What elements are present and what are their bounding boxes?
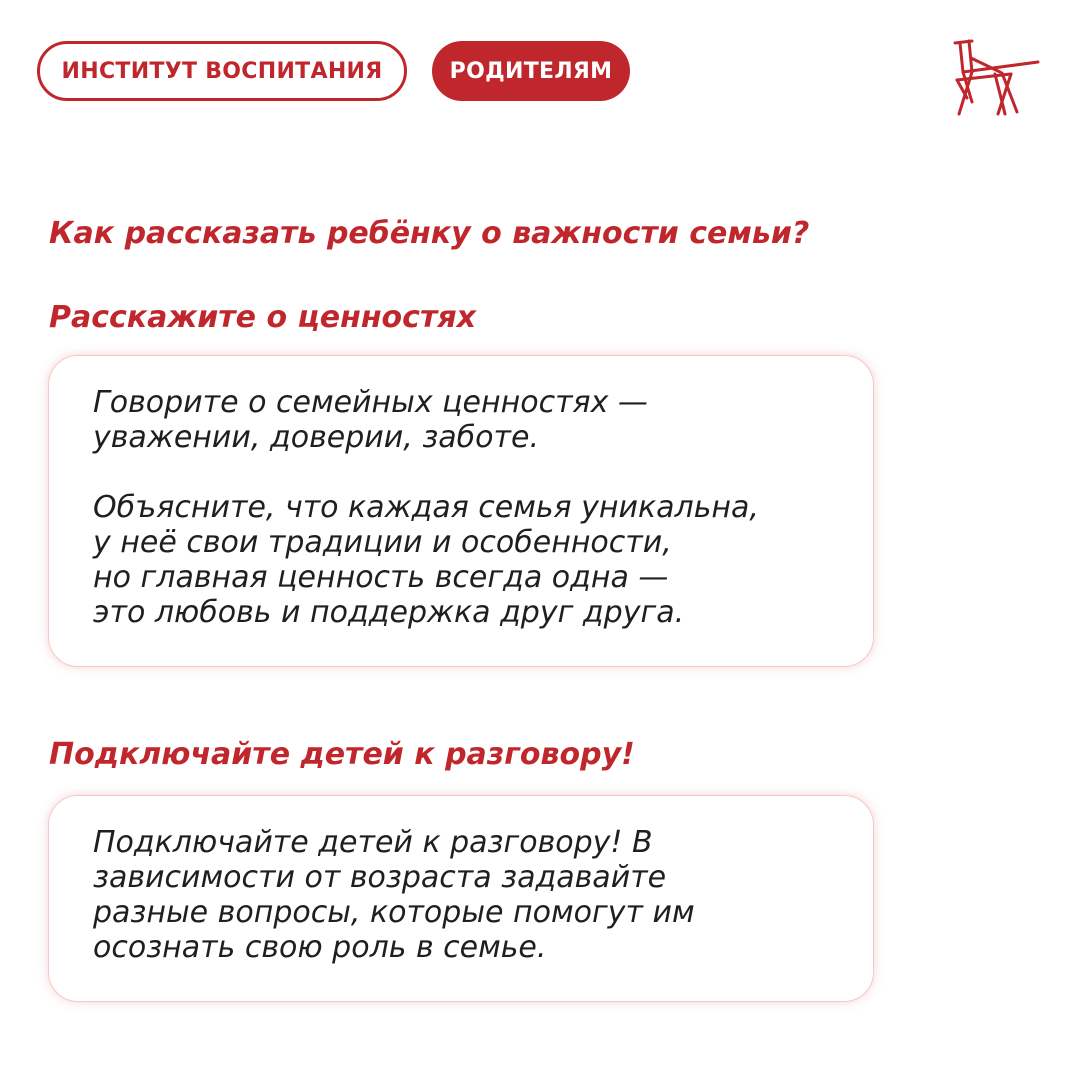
page-title: Как рассказать ребёнку о важности семьи?: [49, 216, 810, 251]
values-paragraph-2: Объясните, что каждая семья уникальна, у неё свои традиции и особенности, но главная ценность всегда одна — это любовь и поддержка друг друга.: [93, 490, 759, 630]
conversation-card: [48, 795, 874, 1002]
values-card: [48, 355, 874, 667]
values-paragraph-1: Говорите о семейных ценностях — уважении, доверии, заботе.: [93, 385, 648, 455]
conversation-paragraph: Подключайте детей к разговору! В зависимости от возраста задавайте разные вопросы, которые помогут им осознать свою роль в семье.: [93, 825, 695, 965]
audience-badge: РОДИТЕЛЯМ: [432, 41, 630, 101]
institute-badge: ИНСТИТУТ ВОСПИТАНИЯ: [37, 41, 407, 101]
section-heading-conversation: Подключайте детей к разговору!: [49, 737, 635, 772]
section-heading-values: Расскажите о ценностях: [49, 300, 476, 335]
chair-logo-icon: [945, 36, 1045, 122]
